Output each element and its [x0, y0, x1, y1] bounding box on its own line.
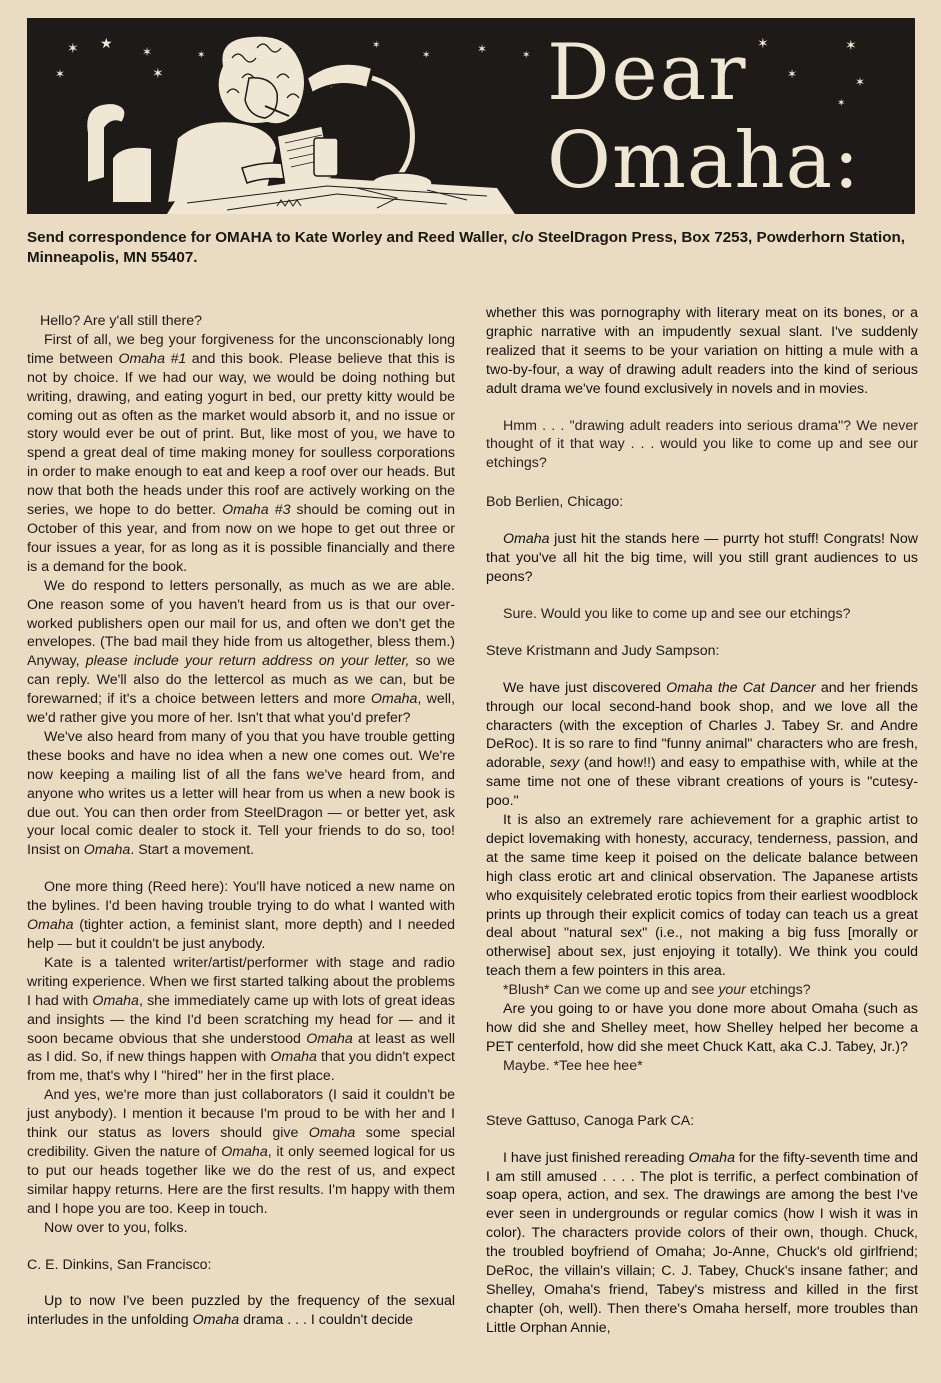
- svg-text:✶: ✶: [837, 98, 846, 109]
- editor-reply: Hmm . . . "drawing adult readers into serious drama"? We never thought of it that way . . . would you like to come up and see our etchings?: [486, 417, 918, 472]
- editorial-paragraph: One more thing (Reed here): You'll have noticed a new name on the bylines. I'd been having trouble trying to do what I wanted with Omaha (tighter action, a feminist slant, more depth) and I needed help — but it couldn't be just anybody.: [27, 879, 455, 952]
- editor-reply: Maybe. *Tee hee hee*: [503, 1057, 643, 1074]
- reader-letter: Up to now I've been puzzled by the frequency of the sexual interludes in the unfolding Omaha drama . . . I couldn't decide: [27, 1293, 455, 1329]
- svg-text:✶: ✶: [477, 42, 488, 56]
- svg-text:★: ★: [100, 36, 113, 52]
- correspondence-address: Send correspondence for OMAHA to Kate Worley and Reed Waller, c/o SteelDragon Press, Box 7253, Powderhorn Station, Minneapolis, MN 55407.: [27, 229, 905, 266]
- editorial-paragraph: First of all, we beg your forgiveness for the unconscionably long time between Omaha #1 and this book. Please believe that this is not by choice. If we had our way, we would be doing nothing but writing, drawing, and eating yogurt in bed, our pretty kitty would be coming out as often as the market would absorb it, and no issue or story would ever be out of print. But, like most of you, we have to spend a great deal of time making money for soulless corporations in order to make enough to eat and keep a roof over our heads. But now that both the heads under this roof are actively working on the series, we hope to do better. Omaha #3 should be coming out in October of this year, and from now on we hope to get out three or four issues a year, for as long as it is possible financially and there is a demand for the book.: [27, 331, 455, 575]
- svg-text:✶: ✶: [197, 50, 206, 61]
- reader-letter: We have just discovered Omaha the Cat Dancer and her friends through our local second-hand book shop, and we love all the characters (with the exception of Charles J. Tabey Sr. and Andre DeRoc). It is so rare to find "funny animal" characters who are fresh, adorable, sexy (and how!!) and easy to empathise with, while at the same time not one of these vibrant creations of yours is "cutesy-poo.": [486, 679, 918, 810]
- editorial-paragraph: Kate is a talented writer/artist/performer with stage and radio writing experience. When we first started talking about the problems I had with Omaha, she immediately came up with lots of great ideas and insights — the kind I'd been scratching my head for — and it soon became obvious that she understood Omaha at least as well as I did. So, if new things happen with Omaha that you didn't expect from me, that's why I "hired" her in the first place.: [27, 954, 455, 1085]
- svg-text:✶: ✶: [152, 66, 164, 82]
- letter-sender: Steve Gattuso, Canoga Park CA:: [486, 1112, 695, 1129]
- header-banner: [27, 18, 915, 214]
- title-line-dear: Dear: [547, 28, 748, 118]
- svg-text:✶: ✶: [372, 40, 381, 51]
- editor-reply: Sure. Would you like to come up and see our etchings?: [503, 605, 851, 622]
- page-title: [547, 28, 907, 206]
- letter-sender: Bob Berlien, Chicago:: [486, 494, 624, 511]
- reader-letter: I have just finished rereading Omaha for the fifty-seventh time and I am still amused . . . . The plot is terrific, a perfect combination of soap opera, action, and sex. The drawings are among the best I've ever seen in undergrounds or regular comics (how I wish it was in color). The characters provide colors of their own, though. Chuck, the troubled boyfriend of Omaha; Jo-Anne, Chuck's old girlfriend; DeRoc, the villain's villain; C. J. Tabey, Chuck's insane father; and Shelley, Omaha's friend, Tabey's mistress and killed in the first chapter (oh, well). Then there's Omaha herself, more troubles than Little Orphan Annie,: [486, 1149, 919, 1336]
- editorial-paragraph: We've also heard from many of you that you have trouble getting these books and have no idea when a new one comes out. We're now keeping a mailing list of all the fans we've heard from, and anyone who writes us a letter will hear from us when a new book is due out. You can then order from SteelDragon — or better yet, ask your local comic dealer to stock it. Tell your friends to do so, too! Insist on Omaha. Start a movement.: [27, 728, 455, 859]
- svg-text:✶: ✶: [855, 75, 866, 89]
- title-line-omaha: Omaha:: [547, 116, 861, 206]
- editorial-paragraph: We do respond to letters personally, as much as we are able. One reason some of you haven't heard from us is that our over-worked publishers open our mail for us, and often we don't get the envelopes. (The bad mail they hide from us altogether, bless them.) Anyway, please include your return address on your letter, so we can reply. We'll also do the lettercol as much as we can, but be forewarned; if it's a choice between letters and more Omaha, well, we'd rather give you more of her. Isn't that what you'd prefer?: [27, 577, 456, 727]
- editorial-paragraph: And yes, we're more than just collaborators (I said it couldn't be just anybody). I mention it because I'm proud to be with her and I think our status as lovers should give Omaha some special credibility. Given the nature of Omaha, it only seemed logical for us to put our heads together like we do the rest of us, and expect similar happy returns. Here are the first results. I'm happy with them and I hope you are too. Keep in touch.: [27, 1087, 455, 1217]
- reader-letter: Are you going to or have you done more about Omaha (such as how did she and Shelley meet, how Shelley helped her become a PET centerfold, how did she meet Chuck Katt, aka C.J. Tabey, Jr.)?: [486, 1001, 918, 1055]
- svg-text:✶: ✶: [787, 67, 798, 81]
- letter-sender: C. E. Dinkins, San Francisco:: [27, 1256, 212, 1273]
- svg-text:✶: ✶: [422, 50, 431, 61]
- svg-text:✶: ✶: [522, 50, 531, 61]
- svg-text:✶: ✶: [845, 38, 857, 54]
- svg-text:✶: ✶: [55, 67, 66, 81]
- letter-sender: Steve Kristmann and Judy Sampson:: [486, 642, 720, 659]
- editorial-paragraph: Now over to you, folks.: [44, 1219, 188, 1236]
- left-column: [27, 312, 455, 1330]
- reader-letter: Omaha just hit the stands here — purrty hot stuff! Congrats! Now that you've all hit the big time, will you still grant audiences to us peons?: [486, 531, 918, 585]
- svg-text:✶: ✶: [142, 45, 153, 59]
- svg-text:✶: ✶: [757, 36, 769, 52]
- editor-reply: *Blush* Can we come up and see your etchings?: [503, 982, 811, 999]
- reader-letter: whether this was pornography with literary meat on its bones, or a graphic narrative with an impudently sexual slant. I've suddenly realized that it seems to be your variation on hitting a mule with a two-by-four, a way of drawing adult readers into the kind of serious adult drama we've found exclusively in novels and in movies.: [486, 305, 918, 397]
- reader-letter: It is also an extremely rare achievement for a graphic artist to depict lovemaking with honesty, accuracy, tenderness, passion, and at the same time keep it poised on the delicate balance between high class erotic art and clinical observation. The Japanese artists who exquisitely celebrated erotic topics from their earliest woodblock prints up through their explicit comics of today can teach us a great deal about "natural sex" (i.e., not making a big fuss [morally or otherwise] about sex, just enjoying it totally). We think you could teach them a few pointers in this area.: [486, 812, 918, 980]
- right-column: [486, 304, 918, 1338]
- editorial-greeting: Hello? Are y'all still there?: [40, 313, 202, 329]
- svg-text:✶: ✶: [67, 41, 79, 57]
